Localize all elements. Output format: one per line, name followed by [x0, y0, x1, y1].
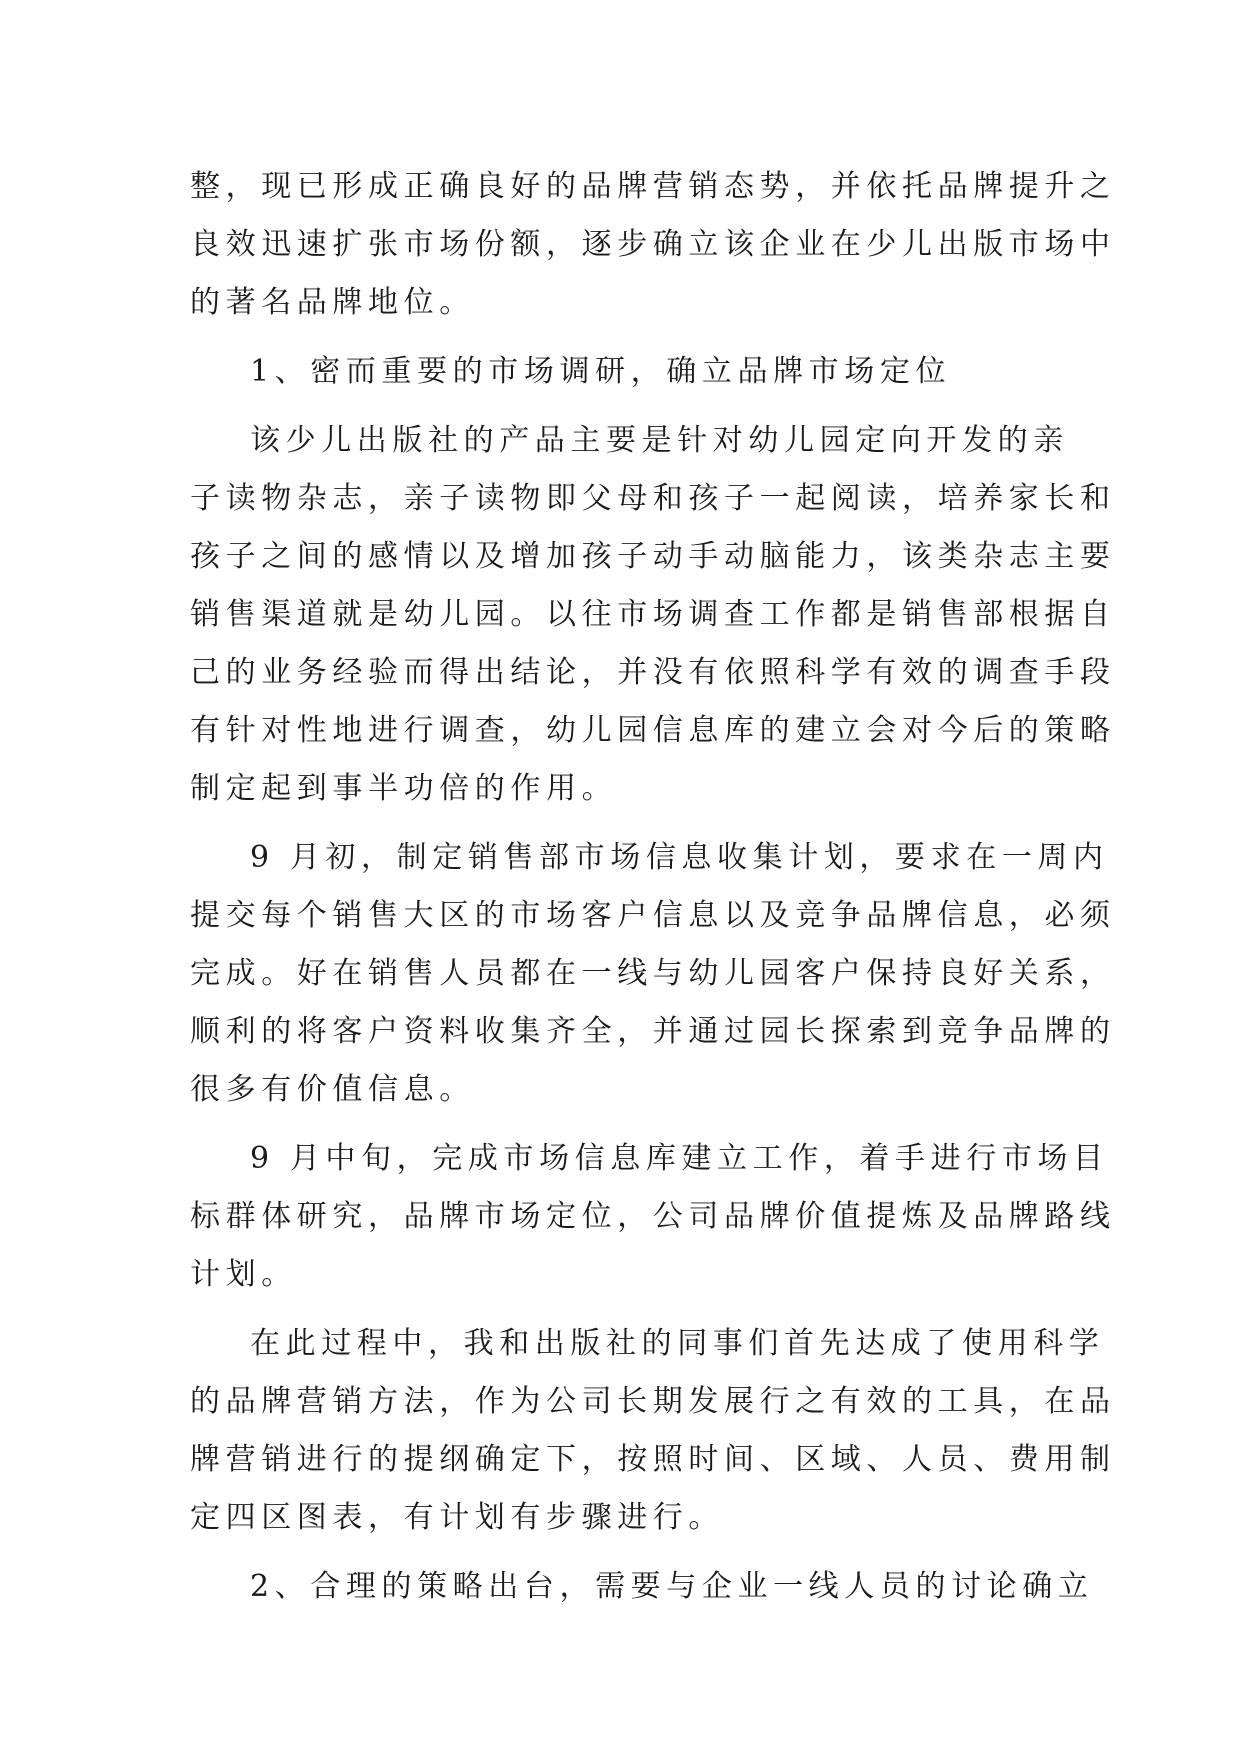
text-line: 在此过程中，我和出版社的同事们首先达成了使用科学 [250, 1326, 1105, 1361]
text-line: 该少儿出版社的产品主要是针对幼儿园定向开发的亲 [250, 423, 1069, 458]
text-line: 孩子之间的感情以及增加孩子动手动脑能力，该类杂志主要 [190, 539, 1116, 574]
text-line: 顺利的将客户资料收集齐全，并通过园长探索到竞争品牌的 [190, 1014, 1116, 1049]
text-line: 标群体研究，品牌市场定位，公司品牌价值提炼及品牌路线 [190, 1199, 1116, 1234]
text-line: 9 月初，制定销售部市场信息收集计划，要求在一周内 [250, 840, 1109, 875]
document-body [190, 158, 1116, 1616]
text-line: 完成。好在销售人员都在一线与幼儿园客户保持良好关系， [190, 956, 1116, 991]
section-heading-1: 1、密而重要的市场调研，确立品牌市场定位 [250, 354, 952, 389]
text-line: 9 月中旬，完成市场信息库建立工作，着手进行市场目 [250, 1141, 1109, 1176]
text-line: 制定起到事半功倍的作用。 [190, 771, 618, 806]
text-line: 整，现已形成正确良好的品牌营销态势，并依托品牌提升之 [190, 169, 1116, 204]
text-line: 提交每个销售大区的市场客户信息以及竞争品牌信息，必须 [190, 898, 1116, 933]
text-line: 的著名品牌地位。 [190, 285, 475, 320]
text-line: 很多有价值信息。 [190, 1072, 475, 1107]
text-line: 定四区图表，有计划有步骤进行。 [190, 1500, 724, 1535]
section-heading-2: 2、合理的策略出台，需要与企业一线人员的讨论确立 [250, 1569, 1094, 1604]
text-line: 牌营销进行的提纲确定下，按照时间、区域、人员、费用制 [190, 1442, 1116, 1477]
text-line: 有针对性地进行调查，幼儿园信息库的建立会对今后的策略 [190, 713, 1116, 748]
text-line: 己的业务经验而得出结论，并没有依照科学有效的调查手段 [190, 655, 1116, 690]
text-line: 良效迅速扩张市场份额，逐步确立该企业在少儿出版市场中 [190, 227, 1116, 262]
text-line: 销售渠道就是幼儿园。以往市场调查工作都是销售部根据自 [190, 597, 1116, 632]
text-line: 子读物杂志，亲子读物即父母和孩子一起阅读，培养家长和 [190, 481, 1116, 516]
text-line: 计划。 [190, 1257, 297, 1292]
text-line: 的品牌营销方法，作为公司长期发展行之有效的工具，在品 [190, 1384, 1116, 1419]
